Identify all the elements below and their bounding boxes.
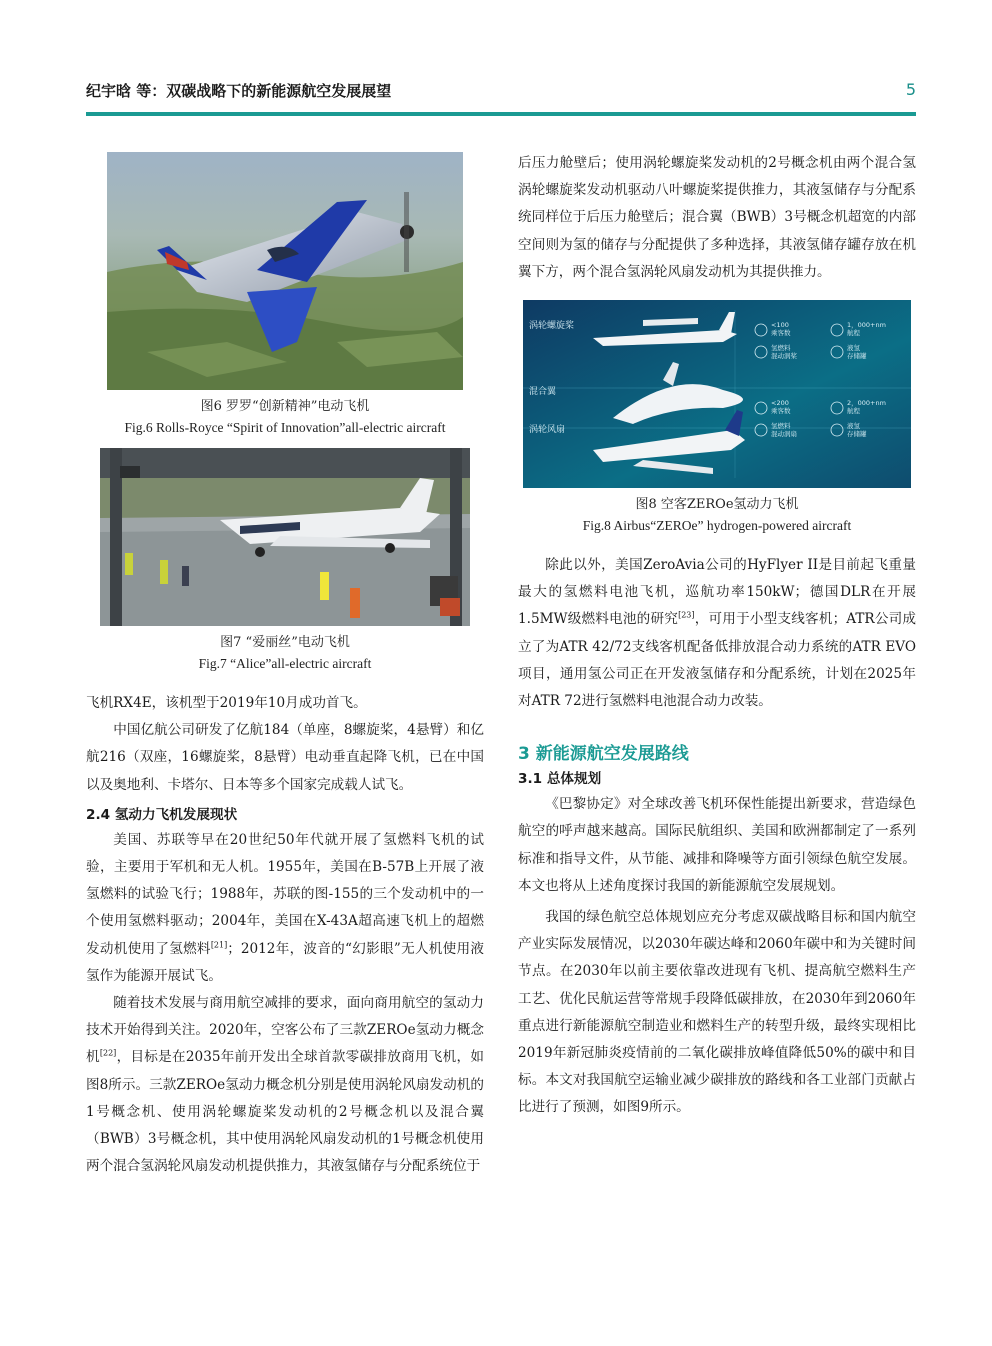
spec-tank-sub-1: 存储罐 — [847, 352, 867, 361]
spec-tank-sub-2: 存储罐 — [847, 430, 867, 439]
spec-pax-2: <200 — [771, 399, 789, 408]
section-heading-3: 3 新能源航空发展路线 — [518, 744, 689, 765]
figure-7-photo — [100, 448, 470, 626]
figure-8-caption-cn: 图8 空客ZEROe氢动力飞机 — [635, 497, 799, 513]
text-span: 除此以外，美国ZeroAvia公司的HyFlyer II是目前起飞重量最大的氢燃料电池飞机，巡航功率150kW；德国DLR在开展1.5MW级燃料电池的研究 — [518, 557, 916, 628]
bwb-label: 混合翼 — [529, 387, 557, 398]
paragraph — [86, 990, 484, 1180]
paragraph: 飞机RX4E，该机型于2019年10月成功首飞。 — [86, 695, 367, 711]
page-number: 5 — [905, 80, 916, 99]
citation-ref: [21] — [210, 940, 228, 950]
figure-8 — [518, 300, 916, 536]
header-rule — [86, 112, 916, 116]
left-column — [86, 152, 484, 1180]
paragraph: 《巴黎协定》对全球改善飞机环保性能提出新要求，营造绿色航空的呼声越来越高。国际民航组织、美国和欧洲都制定了一系列标准和指导文件，从节能、减排和降噪等方面引领绿色航空发展。本文也将从上述角度探讨我国的新能源航空发展规划。 — [518, 796, 916, 894]
spec-range-label-1: 航程 — [847, 329, 860, 338]
paragraph: 我国的绿色航空总体规划应充分考虑双碳战略目标和国内航空产业实际发展情况，以2030年碳达峰和2060年碳中和为关键时间节点。在2030年以前主要依靠改进现有飞机、提高航空燃料生产工艺、优化民航运营等常规手段降低碳排放，在2030年到2060年重点进行新能源航空制造业和燃料生产的转型升级，最终实现相比2019年新冠肺炎疫情前的二氧化碳排放峰值降低50%的碳中和目标。本文对我国航空运输业减少碳排放的路线和各工业部门贡献占比进行了预测，如图9所示。 — [518, 909, 916, 1116]
figure-7 — [86, 448, 484, 674]
figure-6-caption-cn: 图6 罗罗“创新精神”电动飞机 — [200, 399, 370, 414]
right-column — [518, 150, 916, 1122]
citation-ref: [22] — [99, 1048, 117, 1058]
spec-fuel-1: 氢燃料 — [771, 344, 791, 353]
aircraft-photo-icon — [107, 152, 463, 390]
section-heading-3-1: 3.1 总体规划 — [518, 771, 602, 788]
turboprop-label: 涡轮螺旋桨 — [529, 321, 575, 332]
citation-ref: [23] — [678, 610, 695, 620]
paragraph — [86, 827, 484, 990]
figure-8-illustration — [523, 300, 911, 488]
figure-6 — [86, 152, 484, 438]
spec-tank-2: 液氢 — [847, 422, 860, 431]
figure-6-caption-en: Fig.6 Rolls-Royce “Spirit of Innovation”all-electric aircraft — [124, 420, 446, 435]
running-header-title: 纪宇晗 等：双碳战略下的新能源航空发展展望 — [86, 82, 392, 100]
turbofan-label: 涡轮风扇 — [529, 425, 566, 436]
text-span: ；2012年，波音的“幻影眼”无人机使用液氢作为能源开展试飞。 — [86, 940, 485, 984]
spec-range-2: 2，000+nm — [847, 399, 886, 408]
section-heading-2-4: 2.4 氢动力飞机发展现状 — [86, 806, 238, 823]
figure-7-caption-cn: 图7 “爱丽丝”电动飞机 — [220, 635, 350, 650]
spec-fuel-sub-1: 混动涡桨 — [771, 352, 797, 361]
figure-6-photo — [107, 152, 463, 390]
zeroe-concepts-icon — [523, 300, 911, 488]
spec-pax-label-2: 乘客数 — [771, 407, 791, 416]
spec-fuel-2: 氢燃料 — [771, 422, 791, 431]
spec-pax-label-1: 乘客数 — [771, 329, 791, 338]
hangar-photo-icon — [100, 448, 470, 626]
spec-range-1: 1，000+nm — [847, 321, 886, 330]
figure-8-caption-en: Fig.8 Airbus“ZEROe” hydrogen-powered aircraft — [582, 518, 852, 534]
paragraph — [518, 552, 916, 715]
spec-range-label-2: 航程 — [847, 407, 860, 416]
spec-tank-1: 液氢 — [847, 344, 860, 353]
paragraph: 中国亿航公司研发了亿航184（单座，8螺旋桨，4悬臂）和亿航216（双座，16螺旋桨，8悬臂）电动垂直起降飞机，已在中国以及奥地利、卡塔尔、日本等多个国家完成载人试飞。 — [86, 722, 484, 793]
text-span: ，目标是在2035年前开发出全球首款零碳排放商用飞机，如图8所示。三款ZEROe氢动力概念机分别是使用涡轮风扇发动机的1号概念机、使用涡轮螺旋桨发动机的2号概念机以及混合翼（BWB）3号概念机，其中使用涡轮风扇发动机的1号概念机使用两个混合氢涡轮风扇发动机提供推力，其液氢储存与分配系统位于 — [86, 1049, 485, 1175]
figure-7-caption-en: Fig.7 “Alice”all-electric aircraft — [198, 656, 372, 671]
paragraph: 后压力舱壁后；使用涡轮螺旋桨发动机的2号概念机由两个混合氢涡轮螺旋桨发动机驱动八叶螺旋桨提供推力，其液氢储存与分配系统同样位于后压力舱壁后；混合翼（BWB）3号概念机超宽的内部空间则为氢的储存与分配提供了多种选择，其液氢储存罐存放在机翼下方，两个混合氢涡轮风扇发动机为其提供推力。 — [518, 155, 916, 280]
spec-fuel-sub-2: 混动涡扇 — [771, 430, 797, 439]
text-span: 随着技术发展与商用航空减排的要求，面向商用航空的氢动力技术开始得到关注。2020年，空客公布了三款ZEROe氢动力概念机 — [86, 995, 484, 1066]
spec-pax-1: <100 — [771, 321, 789, 330]
text-span: ，可用于小型支线客机；ATR公司成立了为ATR 42/72支线客机配备低排放混合动力系统的ATR EVO项目，通用氢公司正在开发液氢储存和分配系统，计划在2025年对ATR 72进行氢燃料电池混合动力改装。 — [518, 611, 917, 710]
text-span: 美国、苏联等早在20世纪50年代就开展了氢燃料飞机的试验，主要用于军机和无人机。1955年，美国在B-57B上开展了液氢燃料的试验飞行；1988年，苏联的图-155的三个发动机中的一个使用氢燃料驱动；2004年，美国在X-43A超高速飞机上的超燃发动机使用了氢燃料 — [86, 831, 484, 957]
